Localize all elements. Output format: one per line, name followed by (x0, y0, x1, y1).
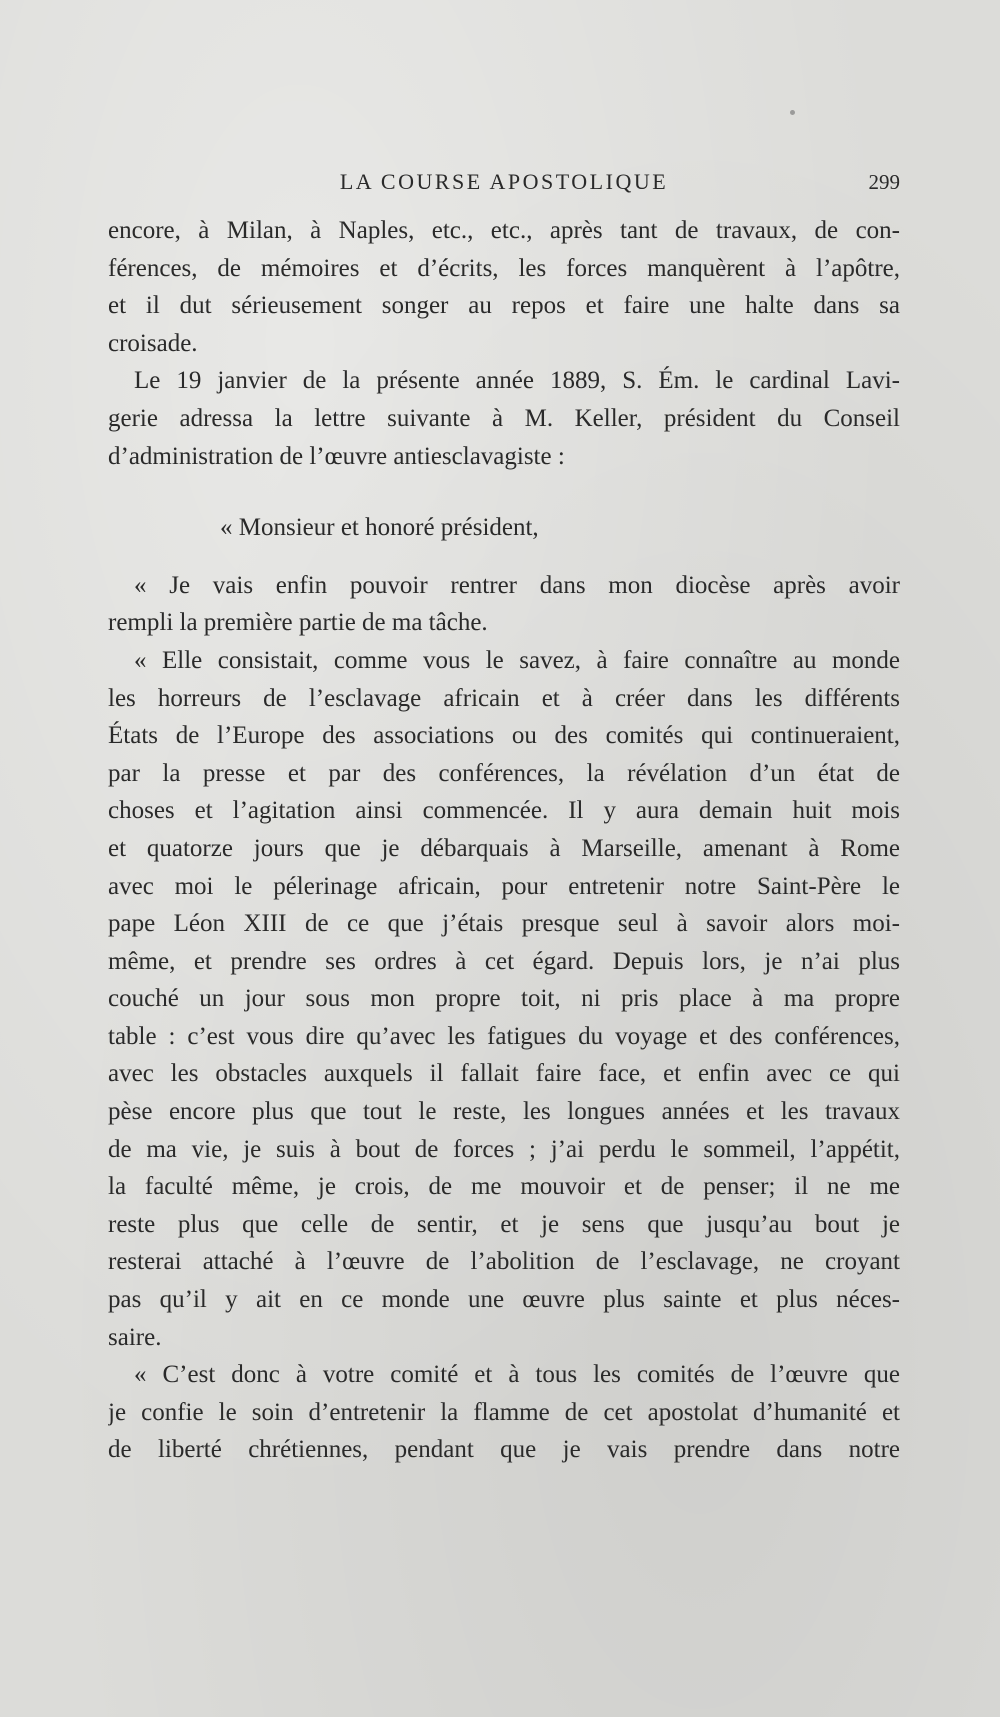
text-line: et quatorze jours que je débarquais à Marseille, amenant à Rome (108, 834, 900, 862)
text-line: et il dut sérieusement songer au repos et faire une halte dans sa (108, 292, 900, 320)
text-line: table : c’est vous dire qu’avec les fatigues du voyage et des conférences, (108, 1022, 900, 1050)
text-line: pas qu’il y ait en ce monde une œuvre plus sainte et plus néces- (108, 1286, 900, 1314)
text-line: choses et l’agitation ainsi commencée. Il y aura demain huit mois (108, 797, 900, 825)
text-line: États de l’Europe des associations ou des comités qui continueraient, (108, 722, 900, 750)
text-line: d’administration de l’œuvre antiesclavagiste : (108, 442, 565, 470)
text-line: « Elle consistait, comme vous le savez, à faire connaître au monde (134, 646, 900, 674)
page-number: 299 (868, 170, 900, 194)
text-line: férences, de mémoires et d’écrits, les forces manquèrent à l’apôtre, (108, 254, 900, 282)
text-line: « Je vais enfin pouvoir rentrer dans mon diocèse après avoir (134, 571, 900, 599)
body-text (108, 212, 900, 1469)
text-line: de ma vie, je suis à bout de forces ; j’ai perdu le sommeil, l’appétit, (108, 1135, 900, 1163)
running-title: LA COURSE APOSTOLIQUE (339, 169, 669, 194)
text-line: de liberté chrétiennes, pendant que je vais prendre dans notre (108, 1436, 900, 1464)
text-line: pèse encore plus que tout le reste, les longues années et les travaux (108, 1098, 900, 1126)
text-line: les horreurs de l’esclavage africain et à créer dans les différents (108, 684, 900, 712)
text-line: rempli la première partie de ma tâche. (108, 609, 488, 637)
text-line: croisade. (108, 329, 198, 357)
paragraph-gap (108, 547, 900, 567)
text-line: encore, à Milan, à Naples, etc., etc., après tant de travaux, de con- (108, 217, 900, 244)
salutation-line: « Monsieur et honoré président, (220, 514, 539, 542)
text-line: par la presse et par des conférences, la révélation d’un état de (108, 759, 900, 787)
text-line: je confie le soin d’entretenir la flamme de cet apostolat d’humanité et (108, 1398, 900, 1426)
text-line: couché un jour sous mon propre toit, ni pris place à ma propre (108, 985, 900, 1013)
text-line: resterai attaché à l’œuvre de l’abolition de l’esclavage, ne croyant (108, 1248, 900, 1276)
text-line: pape Léon XIII de ce que j’étais presque seul à savoir alors moi- (108, 910, 900, 938)
text-line: reste plus que celle de sentir, et je sens que jusqu’au bout je (108, 1210, 900, 1238)
text-line: avec moi le pélerinage africain, pour entretenir notre Saint-Père le (108, 872, 900, 900)
text-line: Le 19 janvier de la présente année 1889, S. Ém. le cardinal Lavi- (134, 367, 900, 395)
text-line: avec les obstacles auxquels il fallait faire face, et enfin avec ce qui (108, 1060, 900, 1088)
ink-speck (790, 110, 795, 115)
text-line: même, et prendre ses ordres à cet égard. Depuis lors, je n’ai plus (108, 947, 900, 975)
text-line: saire. (108, 1323, 162, 1351)
text-line: gerie adressa la lettre suivante à M. Keller, président du Conseil (108, 404, 900, 432)
paragraph-gap (108, 475, 900, 509)
text-line: « C’est donc à votre comité et à tous les comités de l’œuvre que (134, 1361, 900, 1389)
text-line: la faculté même, je crois, de me mouvoir et de penser; il ne me (108, 1173, 900, 1201)
running-head (108, 166, 900, 198)
